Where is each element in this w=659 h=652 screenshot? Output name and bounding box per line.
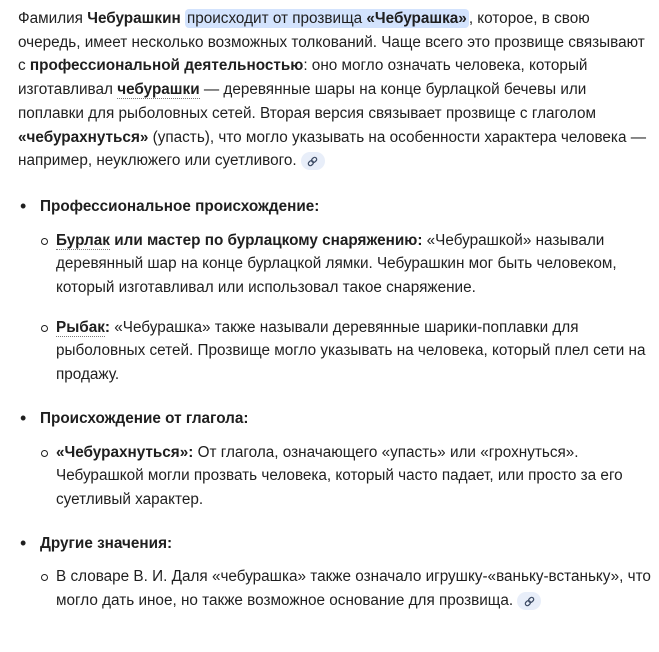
text: : оно могло означать человека, который изготавливал	[18, 57, 588, 99]
text: — деревянные шары на конце бурлацкой бечевы или поплавки для рыболовных сетей. Вторая версия связывает прозвище с глаголом	[18, 81, 597, 122]
section-heading: Происхождение от глагола:	[40, 409, 249, 427]
term-link[interactable]: чебурашки	[117, 81, 200, 99]
source-link-button[interactable]	[301, 152, 325, 170]
link-icon	[307, 156, 318, 167]
item-text: «Чебурашкой» называли деревянный шар на конце бурлацкой лямки. Чебурашкин мог быть человеком, который изготавливал или использовал такое снаряжение.	[56, 231, 617, 297]
section-heading: Профессиональное происхождение:	[40, 197, 320, 215]
term-label: или мастер по бурлацкому снаряжению:	[109, 231, 423, 249]
item-text: В словаре В. И. Даля «чебурашка» также означало игрушку-«ваньку-встаньку», что могло дать иное, но также возможное основание для прозвища.	[56, 568, 651, 610]
text: (упасть), что могло указывать на особенности характера человека — например, неуклюжего или суетливого.	[18, 128, 647, 170]
section-professional	[18, 195, 654, 387]
term-label: :	[104, 318, 110, 336]
link-icon	[524, 596, 535, 607]
list-item	[40, 565, 654, 612]
intro-paragraph	[18, 7, 654, 173]
origin-list	[18, 195, 654, 613]
text: , которое, в свою очередь, имеет несколько возможных толкований. Чаще всего это прозвище связывают с	[18, 10, 645, 75]
bold-text: Чебурашкин	[87, 10, 181, 27]
list-item	[40, 229, 654, 300]
bold-text: «чебурахнуться»	[18, 128, 149, 146]
response-content	[18, 7, 654, 633]
term-link[interactable]: Рыбак	[56, 318, 105, 336]
section-heading: Другие значения:	[40, 534, 173, 552]
highlighted-text[interactable]	[185, 9, 469, 28]
term-label: «Чебурахнуться»:	[56, 443, 194, 461]
section-other	[18, 532, 654, 613]
item-text: «Чебурашка» также называли деревянные шарики-поплавки для рыболовных сетей. Прозвище могло указывать на человека, который плел сети на продажу.	[56, 318, 646, 384]
source-link-button[interactable]	[517, 592, 541, 610]
term-link[interactable]: Бурлак	[56, 231, 110, 249]
bold-text: профессиональной деятельностью	[29, 57, 304, 75]
list-item	[40, 316, 654, 387]
list-item	[40, 441, 654, 512]
bold-text: «Чебурашка»	[366, 10, 467, 27]
item-text: От глагола, означающего «упасть» или «грохнуться». Чебурашкой могли прозвать человека, который часто падает, или просто за его суетливый характер.	[56, 443, 623, 508]
section-verb	[18, 407, 654, 512]
text: Фамилия	[18, 10, 88, 27]
text: происходит от прозвища	[186, 10, 367, 27]
